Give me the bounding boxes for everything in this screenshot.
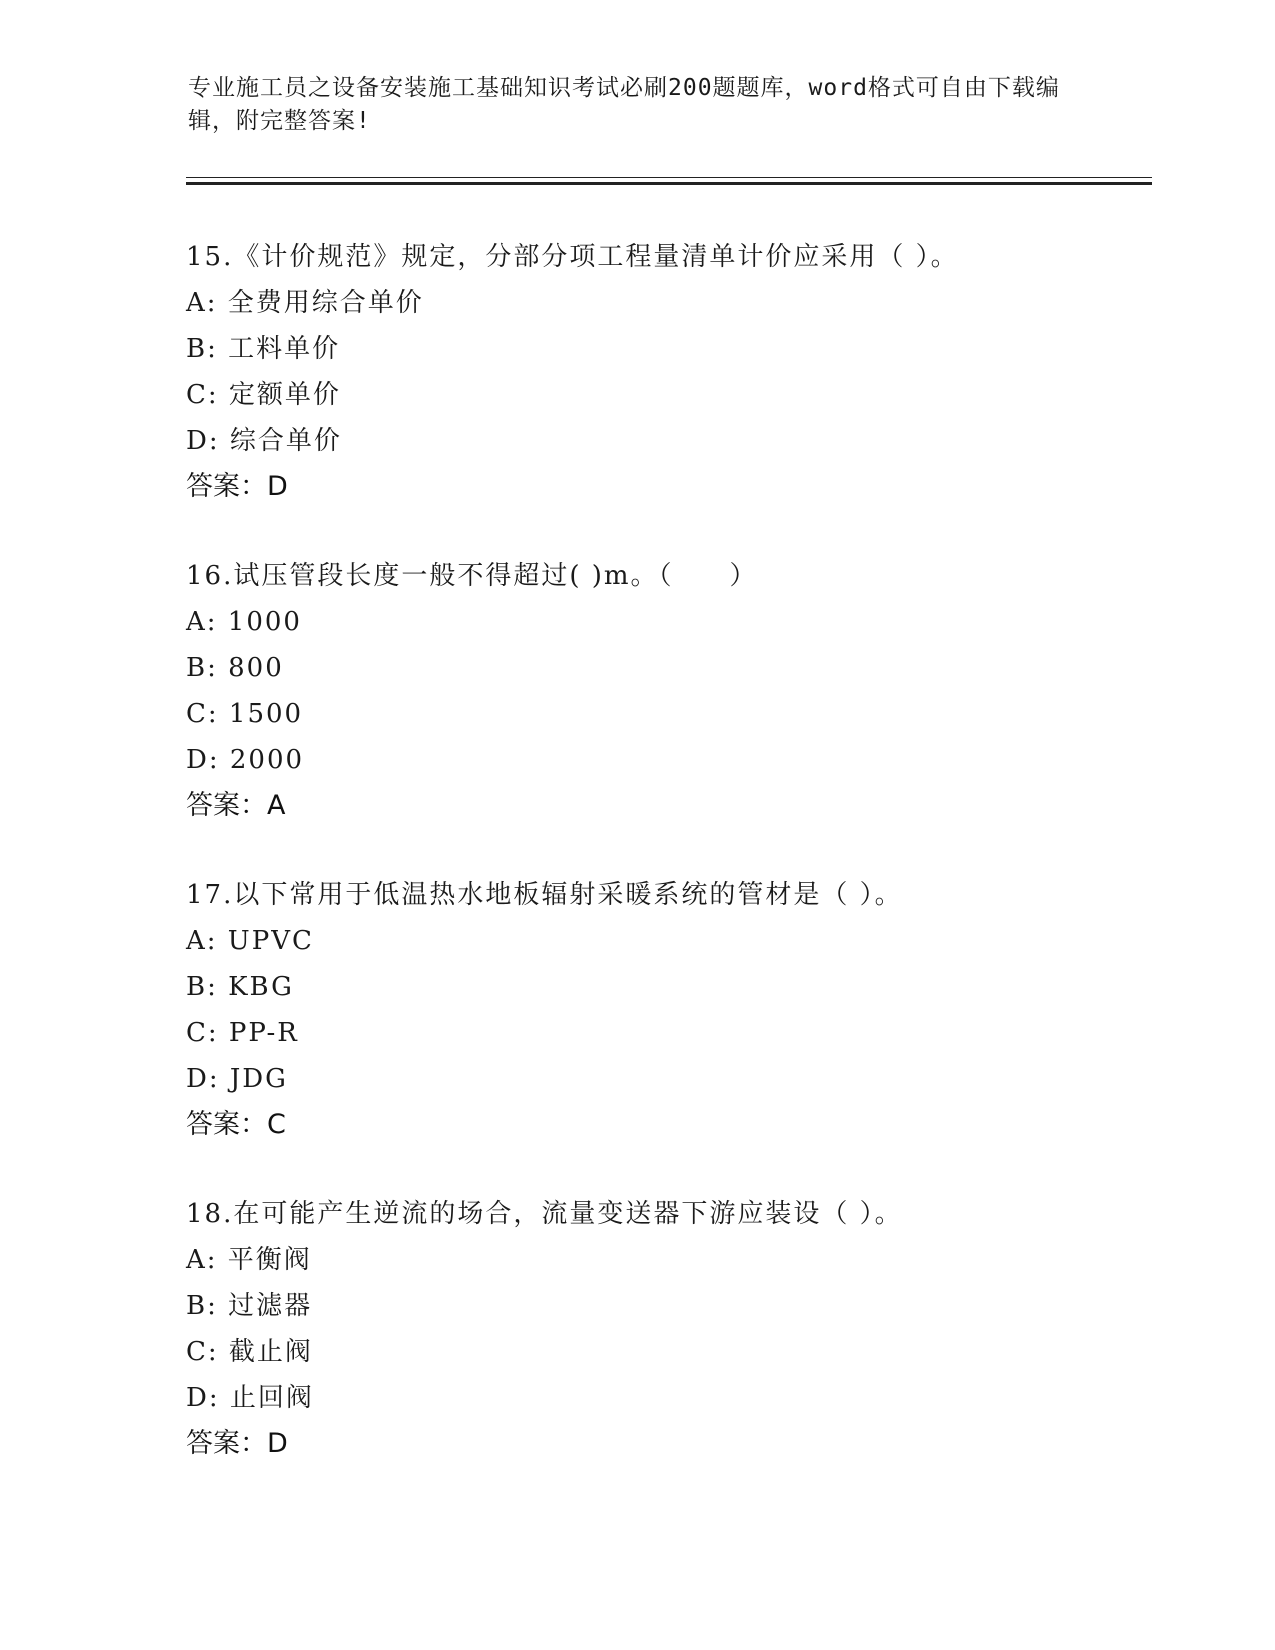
question-block <box>186 1191 1166 1467</box>
header-divider-thick <box>186 182 1152 185</box>
option-d: D: JDG <box>186 1064 288 1094</box>
answer-line: 答案：D <box>186 471 288 502</box>
option-b: B: 工料单价 <box>186 334 341 364</box>
option-c: C: 定额单价 <box>186 380 341 410</box>
question-title: 15.《计价规范》规定，分部分项工程量清单计价应采用（ ）。 <box>186 242 959 272</box>
question-block <box>186 234 1166 510</box>
option-a: A: 全费用综合单价 <box>186 288 424 318</box>
document-header: 专业施工员之设备安装施工基础知识考试必刷200题题库，word格式可自由下载编辑，附完整答案! <box>188 75 1060 134</box>
question-block <box>186 872 1166 1148</box>
answer-line: 答案：A <box>186 790 286 821</box>
option-d: D: 止回阀 <box>186 1383 314 1413</box>
option-a: A: 1000 <box>186 607 302 637</box>
option-d: D: 2000 <box>186 745 305 775</box>
option-c: C: 1500 <box>186 699 304 729</box>
header-divider-thin <box>186 177 1152 178</box>
option-a: A: 平衡阀 <box>186 1245 312 1275</box>
question-title: 18.在可能产生逆流的场合，流量变送器下游应装设（ ）。 <box>186 1199 903 1229</box>
option-b: B: 800 <box>186 653 284 683</box>
option-b: B: KBG <box>186 972 294 1002</box>
answer-line: 答案：D <box>186 1428 288 1459</box>
question-block <box>186 553 1166 829</box>
option-d: D: 综合单价 <box>186 426 342 456</box>
option-a: A: UPVC <box>186 926 314 956</box>
question-title: 16.试压管段长度一般不得超过( )m。（ ） <box>186 561 758 591</box>
question-title: 17.以下常用于低温热水地板辐射采暖系统的管材是（ ）。 <box>186 880 903 910</box>
answer-line: 答案：C <box>186 1109 286 1140</box>
option-c: C: 截止阀 <box>186 1337 313 1367</box>
option-c: C: PP-R <box>186 1018 299 1048</box>
option-b: B: 过滤器 <box>186 1291 313 1321</box>
